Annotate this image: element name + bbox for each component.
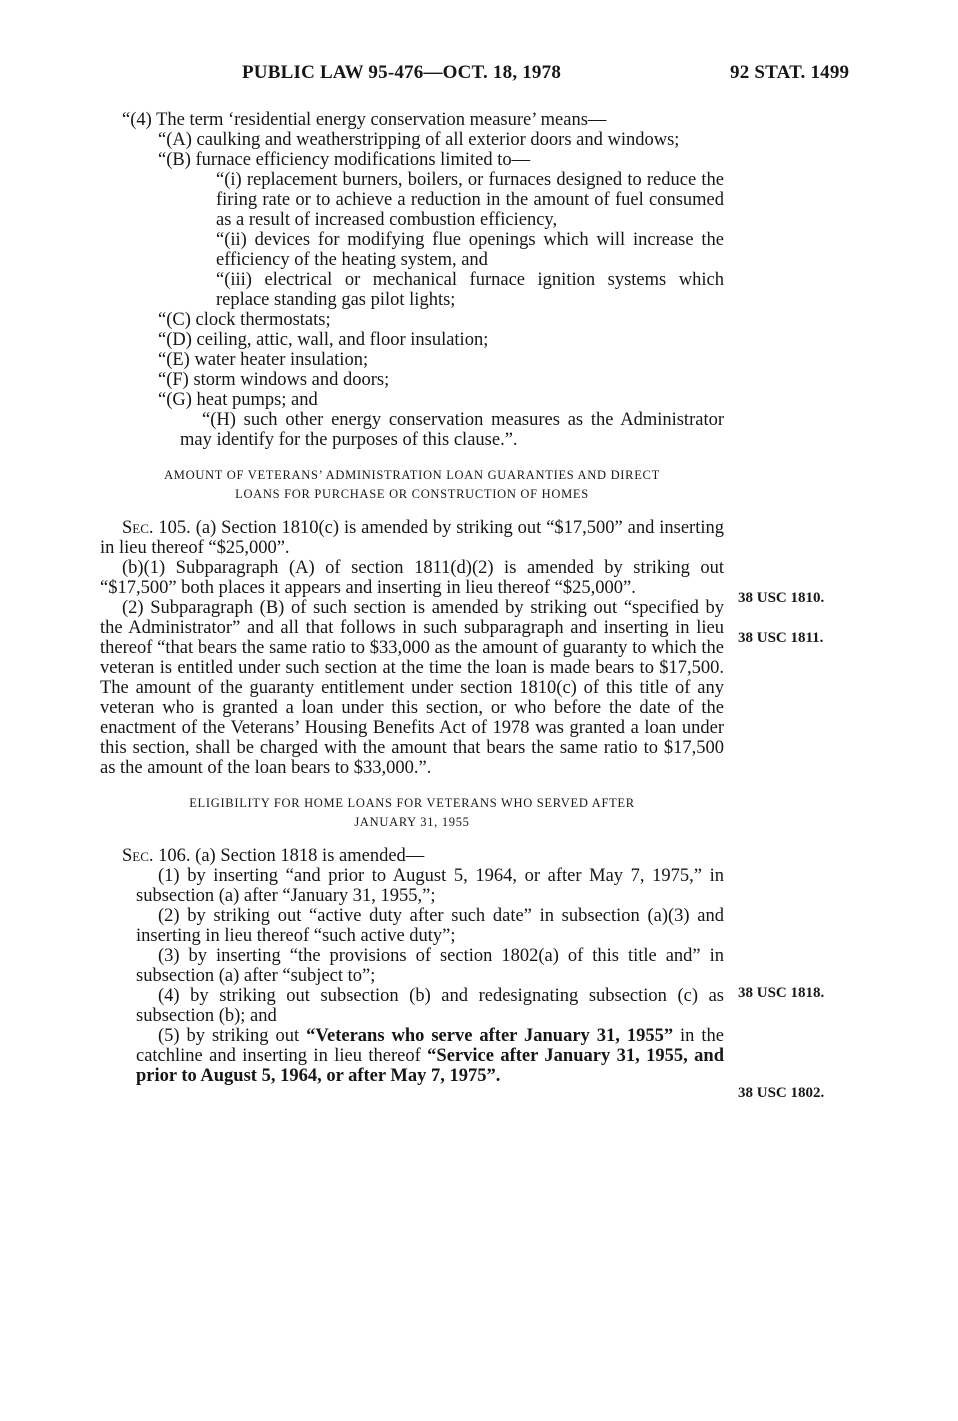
section-106-a	[100, 846, 724, 866]
section-105-b-1: (b)(1) Subparagraph (A) of section 1811(d)(2) is amended by striking out “$17,500” both places it appears and inserting in lieu thereof “$25,000”.	[100, 558, 724, 598]
section-106-heading-line-1: ELIGIBILITY FOR HOME LOANS FOR VETERANS WHO SERVED AFTER	[189, 796, 635, 810]
section-105-label: Sec. 105.	[122, 518, 191, 538]
margin-note-1811: 38 USC 1811.	[738, 630, 824, 646]
statute-page-number: 92 STAT. 1499	[730, 62, 850, 83]
margin-note-1810: 38 USC 1810.	[738, 590, 825, 606]
clause-c: “(C) clock thermostats;	[158, 310, 331, 330]
document-body	[100, 110, 724, 1086]
public-law-citation: PUBLIC LAW 95-476—OCT. 18, 1978	[242, 62, 562, 83]
amendment-5-mid: in the catchline and inserting in lieu thereof	[136, 1026, 724, 1066]
clause-b-iii: “(iii) electrical or mechanical furnace ignition systems which replace standing gas pilot lights;	[216, 270, 724, 310]
amendment-5	[100, 1026, 724, 1086]
margin-note-1818: 38 USC 1818.	[738, 985, 825, 1001]
clause-f: “(F) storm windows and doors;	[158, 370, 390, 390]
clause-g: “(G) heat pumps; and	[158, 390, 318, 410]
clause-e: “(E) water heater insulation;	[158, 350, 369, 370]
clause-h: “(H) such other energy conservation measures as the Administrator may identify for the purposes of this clause.”.	[180, 410, 724, 450]
clause-b-ii: “(ii) devices for modifying flue openings which will increase the efficiency of the heating system, and	[216, 230, 724, 270]
amendment-2: (2) by striking out “active duty after such date” in subsection (a)(3) and inserting in lieu thereof “such active duty”;	[136, 906, 724, 946]
amendment-1: (1) by inserting “and prior to August 5, 1964, or after May 7, 1975,” in subsection (a) after “January 31, 1955,”;	[136, 866, 724, 906]
clause-d: “(D) ceiling, attic, wall, and floor insulation;	[158, 330, 489, 350]
section-106-a-text: (a) Section 1818 is amended—	[195, 846, 425, 866]
section-105-heading-line-1: AMOUNT OF VETERANS’ ADMINISTRATION LOAN GUARANTIES AND DIRECT	[164, 468, 660, 482]
margin-note-1802: 38 USC 1802.	[738, 1085, 825, 1101]
amendment-4: (4) by striking out subsection (b) and redesignating subsection (c) as subsection (b); and	[136, 986, 724, 1026]
clause-a: “(A) caulking and weatherstripping of all exterior doors and windows;	[158, 130, 680, 150]
page-header	[0, 62, 958, 86]
section-106-label: Sec. 106.	[122, 846, 191, 866]
new-catchline: “Service after January 31, 1955, and prior to August 5, 1964, or after May 7, 1975”.	[136, 1046, 724, 1086]
paragraph-4: “(4) The term ‘residential energy conservation measure’ means—	[122, 110, 607, 130]
section-105-heading-line-2: LOANS FOR PURCHASE OR CONSTRUCTION OF HOMES	[235, 487, 589, 501]
amendment-5-pre: (5) by striking out	[158, 1026, 307, 1046]
amendment-3: (3) by inserting “the provisions of section 1802(a) of this title and” in subsection (a) after “subject to”;	[136, 946, 724, 986]
section-105-a-text: (a) Section 1810(c) is amended by striking out “$17,500” and inserting in lieu thereof “$25,000”.	[100, 518, 724, 558]
section-106-heading-line-2: JANUARY 31, 1955	[354, 815, 470, 829]
section-105-b-2: (2) Subparagraph (B) of such section is amended by striking out “specified by the Administrator” and all that follows in such subparagraph and inserting in lieu thereof “that bears the same ratio to $33,000 as the amount of guaranty to which the veteran is entitled under such section at the time the loan is made bears to $17,500. The amount of the guaranty entitlement under section 1810(c) of this title of any veteran who is granted a loan under this section, or who before the date of the enactment of the Veterans’ Housing Benefits Act of 1978 was granted a loan under this section, shall be charged with the amount that bears the same ratio to $17,500 as the amount of the loan bears to $33,000.”.	[100, 598, 724, 778]
clause-b-i: “(i) replacement burners, boilers, or furnaces designed to reduce the firing rate or to achieve a reduction in the amount of fuel consumed as a result of increased combustion efficiency,	[216, 170, 724, 230]
clause-b: “(B) furnace efficiency modifications limited to—	[158, 150, 531, 170]
old-catchline: “Veterans who serve after January 31, 1955”	[306, 1026, 674, 1046]
section-105-a	[100, 518, 724, 558]
